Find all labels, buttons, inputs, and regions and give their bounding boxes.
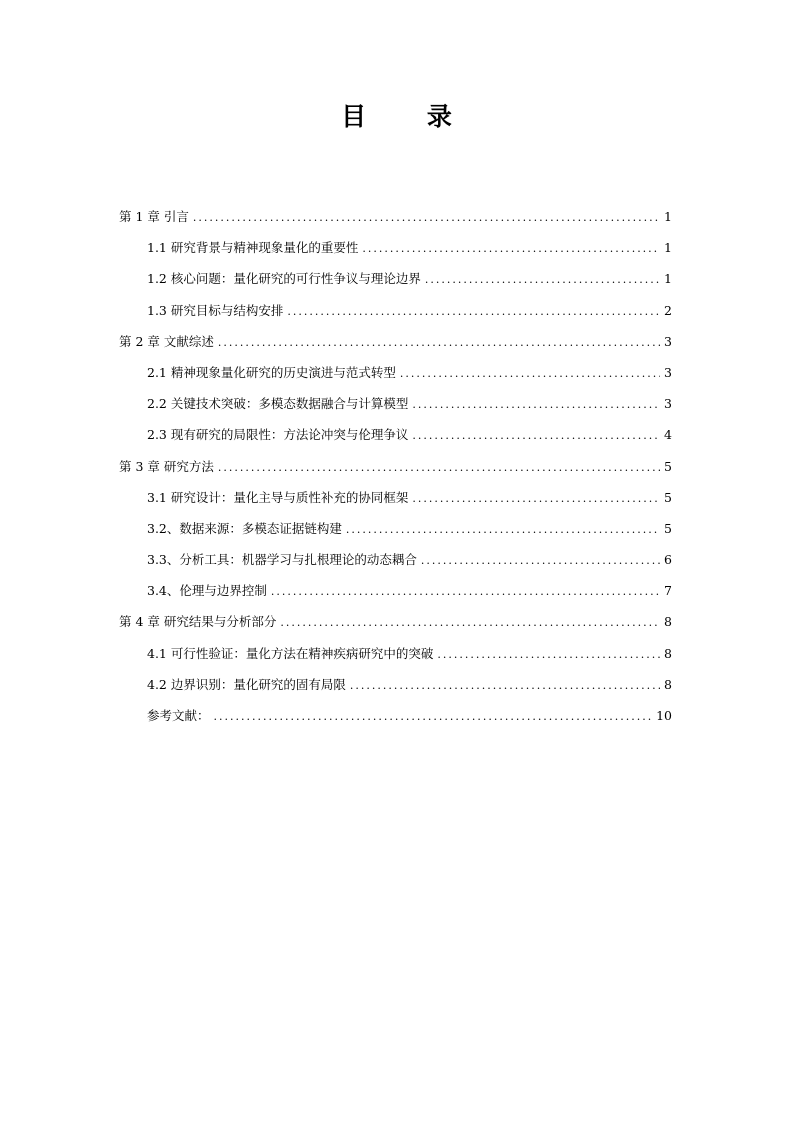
toc-dot-leader (350, 679, 660, 692)
toc-dot-leader (271, 585, 660, 598)
toc-dot-leader (412, 398, 660, 411)
toc-section-entry[interactable] (119, 425, 672, 456)
toc-dot-leader (193, 211, 660, 224)
toc-section-entry[interactable] (119, 394, 672, 425)
toc-dot-leader (412, 492, 660, 505)
toc-entry-label: 2.3 现有研究的局限性：方法论冲突与伦理争议 (147, 427, 409, 443)
toc-page-number: 8 (664, 676, 672, 692)
toc-page-number: 3 (664, 396, 672, 412)
toc-section-entry[interactable] (119, 550, 672, 581)
toc-chapter-entry[interactable] (119, 457, 672, 488)
toc-entry-label: 2.2 关键技术突破：多模态数据融合与计算模型 (147, 396, 409, 412)
toc-entry-label: 3.3、分析工具：机器学习与扎根理论的动态耦合 (147, 552, 417, 568)
toc-chapter-entry[interactable] (119, 612, 672, 643)
toc-entry-label: 1.3 研究目标与结构安排 (147, 302, 284, 318)
toc-page-number: 3 (664, 364, 672, 380)
toc-dot-leader (218, 461, 660, 474)
toc-chapter-entry[interactable] (119, 207, 672, 238)
toc-page-number: 4 (664, 427, 672, 443)
page-title: 目 录 (341, 102, 478, 131)
toc-dot-leader (346, 523, 660, 536)
toc-page-number: 3 (664, 333, 672, 349)
table-of-contents (119, 207, 672, 737)
toc-page-number: 8 (664, 614, 672, 630)
toc-dot-leader (287, 305, 660, 318)
toc-page-number: 1 (664, 271, 672, 287)
toc-page-number: 1 (664, 240, 672, 256)
toc-entry-label: 2.1 精神现象量化研究的历史演进与范式转型 (147, 364, 396, 380)
toc-page-number: 6 (664, 552, 672, 568)
toc-page-number: 8 (664, 645, 672, 661)
toc-dot-leader (214, 710, 653, 723)
toc-section-entry[interactable] (119, 488, 672, 519)
toc-dot-leader (421, 554, 660, 567)
toc-dot-leader (362, 242, 660, 255)
toc-dot-leader (412, 429, 660, 442)
toc-dot-leader (437, 648, 660, 661)
toc-page-number: 5 (664, 458, 672, 474)
toc-dot-leader (280, 616, 660, 629)
toc-dot-leader (425, 273, 660, 286)
toc-entry-label: 第 2 章 文献综述 (119, 333, 214, 349)
toc-section-entry[interactable] (119, 644, 672, 675)
toc-dot-leader (400, 367, 660, 380)
toc-entry-label: 第 4 章 研究结果与分析部分 (119, 614, 277, 630)
toc-entry-label: 1.1 研究背景与精神现象量化的重要性 (147, 240, 359, 256)
toc-entry-label: 4.2 边界识别：量化研究的固有局限 (147, 676, 346, 692)
toc-section-entry[interactable] (119, 269, 672, 300)
toc-section-entry[interactable] (119, 581, 672, 612)
toc-page-number: 10 (656, 708, 672, 723)
toc-entry-label: 1.2 核心问题：量化研究的可行性争议与理论边界 (147, 271, 421, 287)
toc-entry-label: 4.1 可行性验证：量化方法在精神疾病研究中的突破 (147, 645, 434, 661)
toc-section-entry[interactable] (119, 706, 672, 737)
toc-section-entry[interactable] (119, 238, 672, 269)
toc-page-number: 1 (664, 209, 672, 224)
toc-section-entry[interactable] (119, 301, 672, 332)
toc-section-entry[interactable] (119, 519, 672, 550)
toc-chapter-entry[interactable] (119, 332, 672, 363)
toc-page-number: 2 (664, 302, 672, 318)
toc-page-number: 7 (664, 583, 672, 599)
toc-dot-leader (218, 336, 660, 349)
toc-page-number: 5 (664, 520, 672, 536)
toc-section-entry[interactable] (119, 675, 672, 706)
toc-entry-label: 3.1 研究设计：量化主导与质性补充的协同框架 (147, 489, 409, 505)
toc-entry-label: 3.2、数据来源：多模态证据链构建 (147, 520, 342, 536)
toc-page-number: 5 (664, 489, 672, 505)
toc-section-entry[interactable] (119, 363, 672, 394)
toc-entry-label: 第 1 章 引言 (119, 209, 189, 224)
toc-entry-label: 第 3 章 研究方法 (119, 458, 214, 474)
toc-entry-label: 参考文献： (147, 708, 210, 723)
toc-entry-label: 3.4、伦理与边界控制 (147, 583, 267, 599)
